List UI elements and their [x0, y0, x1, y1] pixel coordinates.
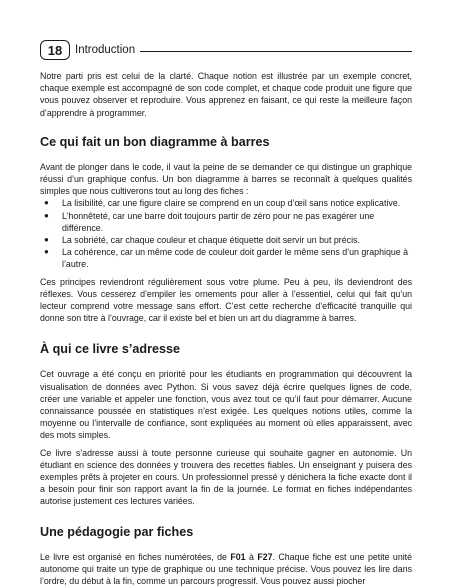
- page-body: [40, 38, 412, 587]
- section-heading-audience: À qui ce livre s’adresse: [40, 342, 181, 357]
- section-heading-pedagogy: Une pédagogie par fiches: [40, 524, 194, 539]
- last-sheet-code: F27: [257, 551, 273, 562]
- section3-text-end: . Chaque fiche est une petite unité autonome qui traite un type de graphique ou une technique précise. Vous pouvez les lire dans l’ordre, du début à la fin, comme un parcours progressif. Vous pouvez aussi piocher: [40, 551, 412, 587]
- running-header: [40, 38, 412, 62]
- header-rule: [140, 51, 412, 52]
- page-number-badge: 18: [40, 40, 70, 60]
- section2-paragraph-2: Ce livre s’adresse aussi à toute personne curieuse qui souhaite gagner en autonomie. Un étudiant en science des données y trouvera des recettes fiables. Un enseignant y puisera des exemples prêts à projeter en cours. Un professionnel pressé y dénichera la fiche exacte dont il a besoin pour finir son rapport avant la fin de la journée. Le format en fiches indépendantes autorise justement ces lectures variées.: [40, 447, 412, 507]
- bullet-icon: ●: [44, 198, 49, 208]
- section3-text-middle: à: [245, 551, 258, 562]
- bullet-icon: ●: [44, 247, 49, 257]
- running-title: Introduction: [75, 44, 136, 56]
- bullet-icon: ●: [44, 235, 49, 245]
- list-item: [44, 234, 412, 246]
- list-item: [44, 197, 412, 209]
- qualities-list: [40, 197, 412, 270]
- section1-paragraph-2: Ces principes reviendront régulièrement sous votre plume. Peu à peu, ils deviendront des réflexes. Vous cesserez d’empiler les ornements pour aller à l’essentiel, celui qui fait qu’un lecteur comprend votre message sans effort. C’est cette recherche d’efficacité tranquille qui donne son titre à l’ouvrage, car il existe bel et bien un art du diagramme à barres.: [40, 276, 412, 324]
- bullet-icon: ●: [44, 210, 49, 220]
- first-sheet-code: F01: [230, 551, 246, 562]
- section3-text-start: Le livre est organisé en fiches numérotées, de: [40, 551, 231, 562]
- list-item-text: La lisibilité, car une figure claire se comprend en un coup d’œil sans notice explicative.: [62, 198, 401, 209]
- section-heading-bar-chart: Ce qui fait un bon diagramme à barres: [40, 134, 270, 149]
- intro-paragraph: Notre parti pris est celui de la clarté. Chaque notion est illustrée par un exemple concret, chaque exemple est accompagné de son code complet, et chaque code produit une figure que vous pouvez observer et reproduire. Vous apprenez en faisant, ce qui reste la meilleure façon d’apprendre à programmer.: [40, 71, 412, 118]
- section2-paragraph-1: Cet ouvrage a été conçu en priorité pour les étudiants en programmation qui découvrent la visualisation de données avec Python. Si vous savez déjà écrire quelques lignes de code, créer une variable et appeler une fonction, vous avez tout ce qu’il faut pour démarrer. Aucune connaissance poussée en statistiques n’est exigée. Les quelques notions utiles, comme la moyenne ou l’intervalle de confiance, sont expliquées au moment où elles apparaissent, avec des mots simples.: [40, 369, 412, 441]
- list-item-text: L’honnêteté, car une barre doit toujours partir de zéro pour ne pas exagérer une différence.: [62, 210, 375, 233]
- list-item: [44, 246, 412, 270]
- list-item-text: La cohérence, car un même code de couleur doit garder le même sens d’un graphique à l’autre.: [62, 247, 409, 270]
- list-item-text: La sobriété, car chaque couleur et chaque étiquette doit servir un but précis.: [62, 235, 360, 246]
- list-item: [44, 210, 412, 234]
- section1-paragraph-1: Avant de plonger dans le code, il vaut la peine de se demander ce qui distingue un graphique réussi d’un graphique confus. Un bon diagramme à barres se reconnaît à quelques qualités simples que nous cultiverons tout au long des fiches :: [40, 161, 412, 197]
